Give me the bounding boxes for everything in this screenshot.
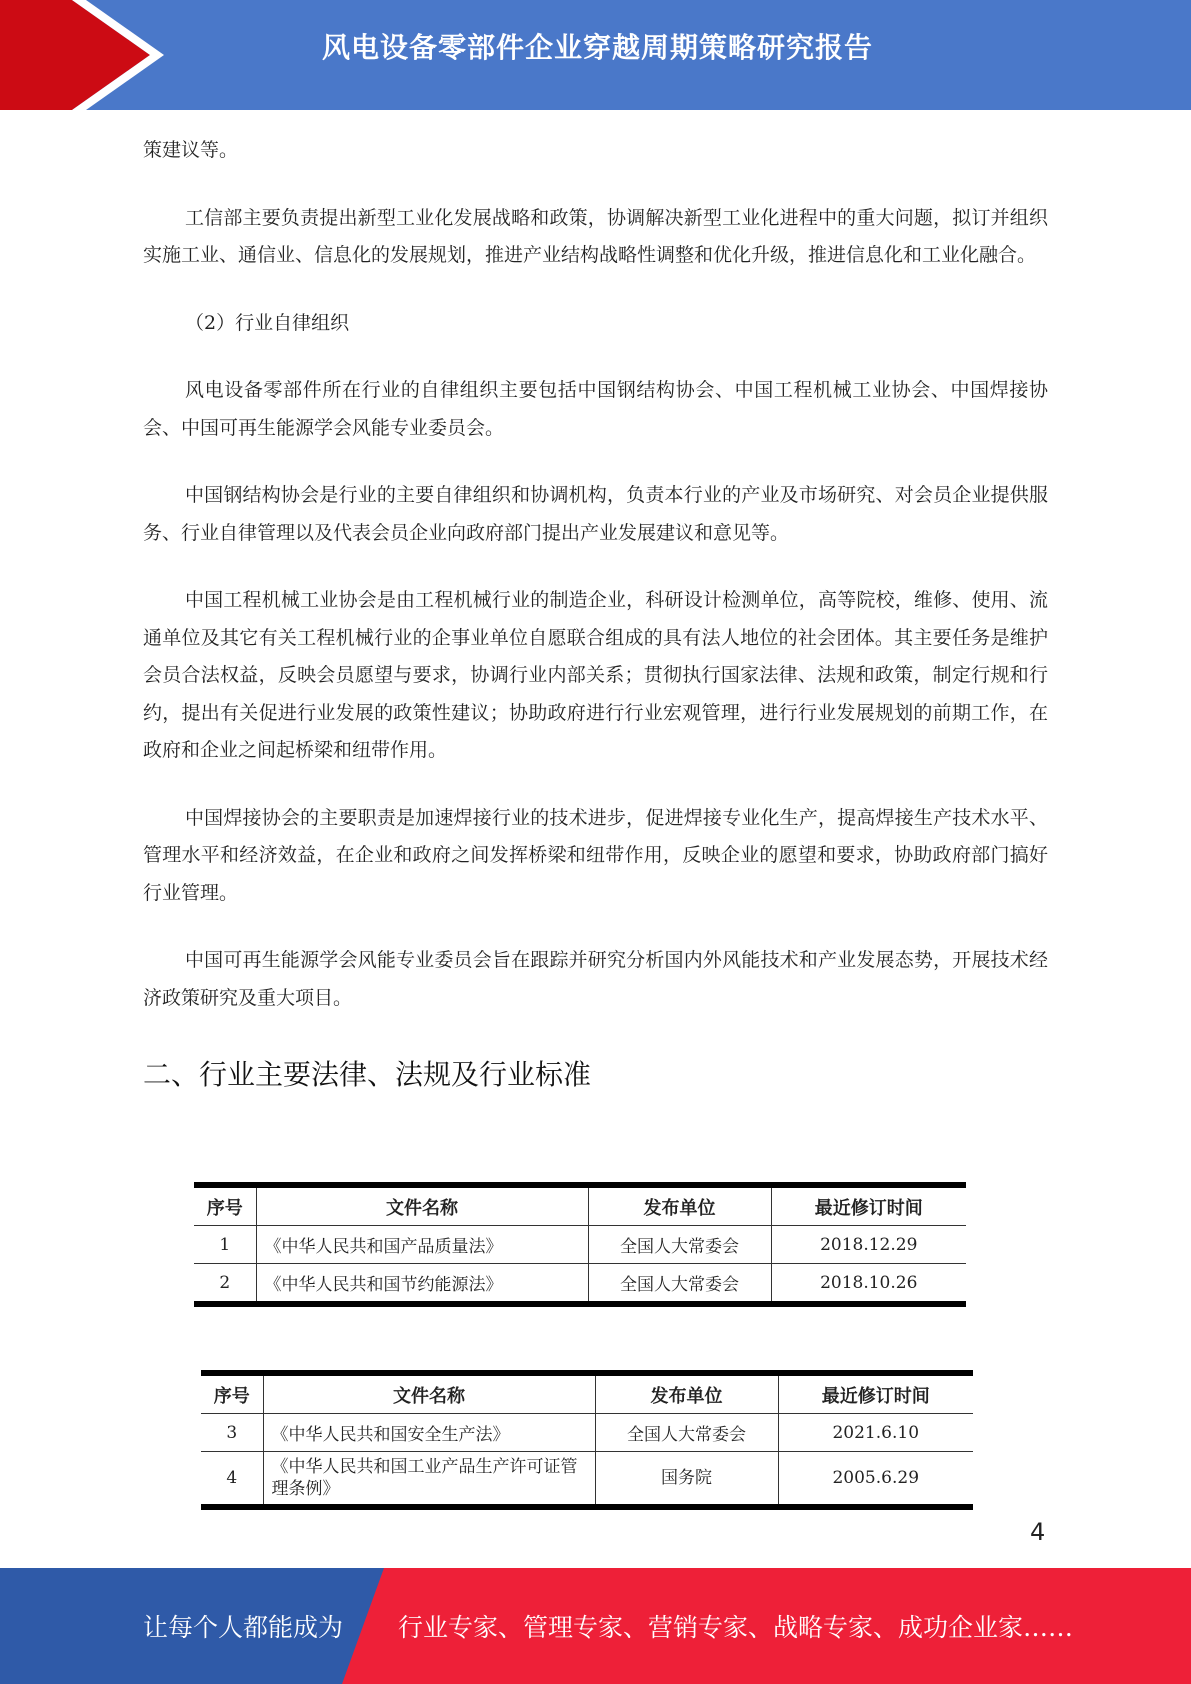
header-no: 序号 (194, 1185, 256, 1226)
header-revised: 最近修订时间 (778, 1373, 973, 1414)
cell-name: 《中华人民共和国工业产品生产许可证管理条例》 (263, 1452, 595, 1508)
laws-table-2 (201, 1370, 973, 1510)
cell-issuer: 全国人大常委会 (588, 1264, 771, 1305)
laws-table-1 (194, 1182, 966, 1307)
paragraph: 风电设备零部件所在行业的自律组织主要包括中国钢结构协会、中国工程机械工业协会、中国焊接协会、中国可再生能源学会风能专业委员会。 (143, 379, 1048, 439)
cell-no: 3 (201, 1414, 263, 1452)
paragraph: 中国工程机械工业协会是由工程机械行业的制造企业，科研设计检测单位，高等院校，维修、使用、流通单位及其它有关工程机械行业的企事业单位自愿联合组成的具有法人地位的社会团体。其主要任务是维护会员合法权益，反映会员愿望与要求，协调行业内部关系；贯彻执行国家法律、法规和政策，制定行规和行约，提出有关促进行业发展的政策性建议；协助政府进行行业宏观管理，进行行业发展规划的前期工作，在政府和企业之间起桥梁和纽带作用。 (143, 589, 1048, 761)
paragraph: 工信部主要负责提出新型工业化发展战略和政策，协调解决新型工业化进程中的重大问题，拟订并组织实施工业、通信业、信息化的发展规划，推进产业结构战略性调整和优化升级，推进信息化和工业化融合。 (143, 206, 1048, 266)
cell-no: 2 (194, 1264, 256, 1305)
cell-revised: 2018.12.29 (771, 1226, 966, 1264)
section-title: 二、行业主要法律、法规及行业标准 (143, 1058, 592, 1091)
table-row (194, 1226, 966, 1264)
page-header (0, 0, 1191, 110)
header-name: 文件名称 (263, 1373, 595, 1414)
table-row (201, 1452, 973, 1508)
cell-issuer: 全国人大常委会 (588, 1226, 771, 1264)
footer-slogan-left: 让每个人都能成为 (143, 1613, 344, 1642)
paragraph: 策建议等。 (143, 139, 239, 161)
table-header-row (194, 1185, 966, 1226)
header-revised: 最近修订时间 (771, 1185, 966, 1226)
table-row (194, 1264, 966, 1305)
paragraph: 中国可再生能源学会风能专业委员会旨在跟踪并研究分析国内外风能技术和产业发展态势，开展技术经济政策研究及重大项目。 (143, 949, 1048, 1009)
subheading: （2）行业自律组织 (185, 311, 350, 334)
cell-issuer: 全国人大常委会 (595, 1414, 778, 1452)
header-issuer: 发布单位 (588, 1185, 771, 1226)
header-issuer: 发布单位 (595, 1373, 778, 1414)
paragraph: 中国钢结构协会是行业的主要自律组织和协调机构，负责本行业的产业及市场研究、对会员企业提供服务、行业自律管理以及代表会员企业向政府部门提出产业发展建议和意见等。 (143, 484, 1048, 544)
cell-revised: 2005.6.29 (778, 1452, 973, 1508)
cell-issuer: 国务院 (595, 1452, 778, 1508)
cell-revised: 2021.6.10 (778, 1414, 973, 1452)
cell-revised: 2018.10.26 (771, 1264, 966, 1305)
cell-name: 《中华人民共和国节约能源法》 (256, 1264, 588, 1305)
page-footer (0, 1568, 1191, 1684)
cell-name: 《中华人民共和国安全生产法》 (263, 1414, 595, 1452)
footer-slogan-right: 行业专家、管理专家、营销专家、战略专家、成功企业家…… (398, 1613, 1074, 1642)
cell-name: 《中华人民共和国产品质量法》 (256, 1226, 588, 1264)
cell-no: 4 (201, 1452, 263, 1508)
paragraph: 中国焊接协会的主要职责是加速焊接行业的技术进步，促进焊接专业化生产，提高焊接生产技术水平、管理水平和经济效益，在企业和政府之间发挥桥梁和纽带作用，反映企业的愿望和要求，协助政府部门搞好行业管理。 (143, 806, 1048, 904)
report-title: 风电设备零部件企业穿越周期策略研究报告 (322, 31, 874, 64)
main-content (143, 132, 1048, 1135)
header-no: 序号 (201, 1373, 263, 1414)
page-number: 4 (1030, 1518, 1046, 1546)
cell-no: 1 (194, 1226, 256, 1264)
table-row (201, 1414, 973, 1452)
header-name: 文件名称 (256, 1185, 588, 1226)
table-header-row (201, 1373, 973, 1414)
